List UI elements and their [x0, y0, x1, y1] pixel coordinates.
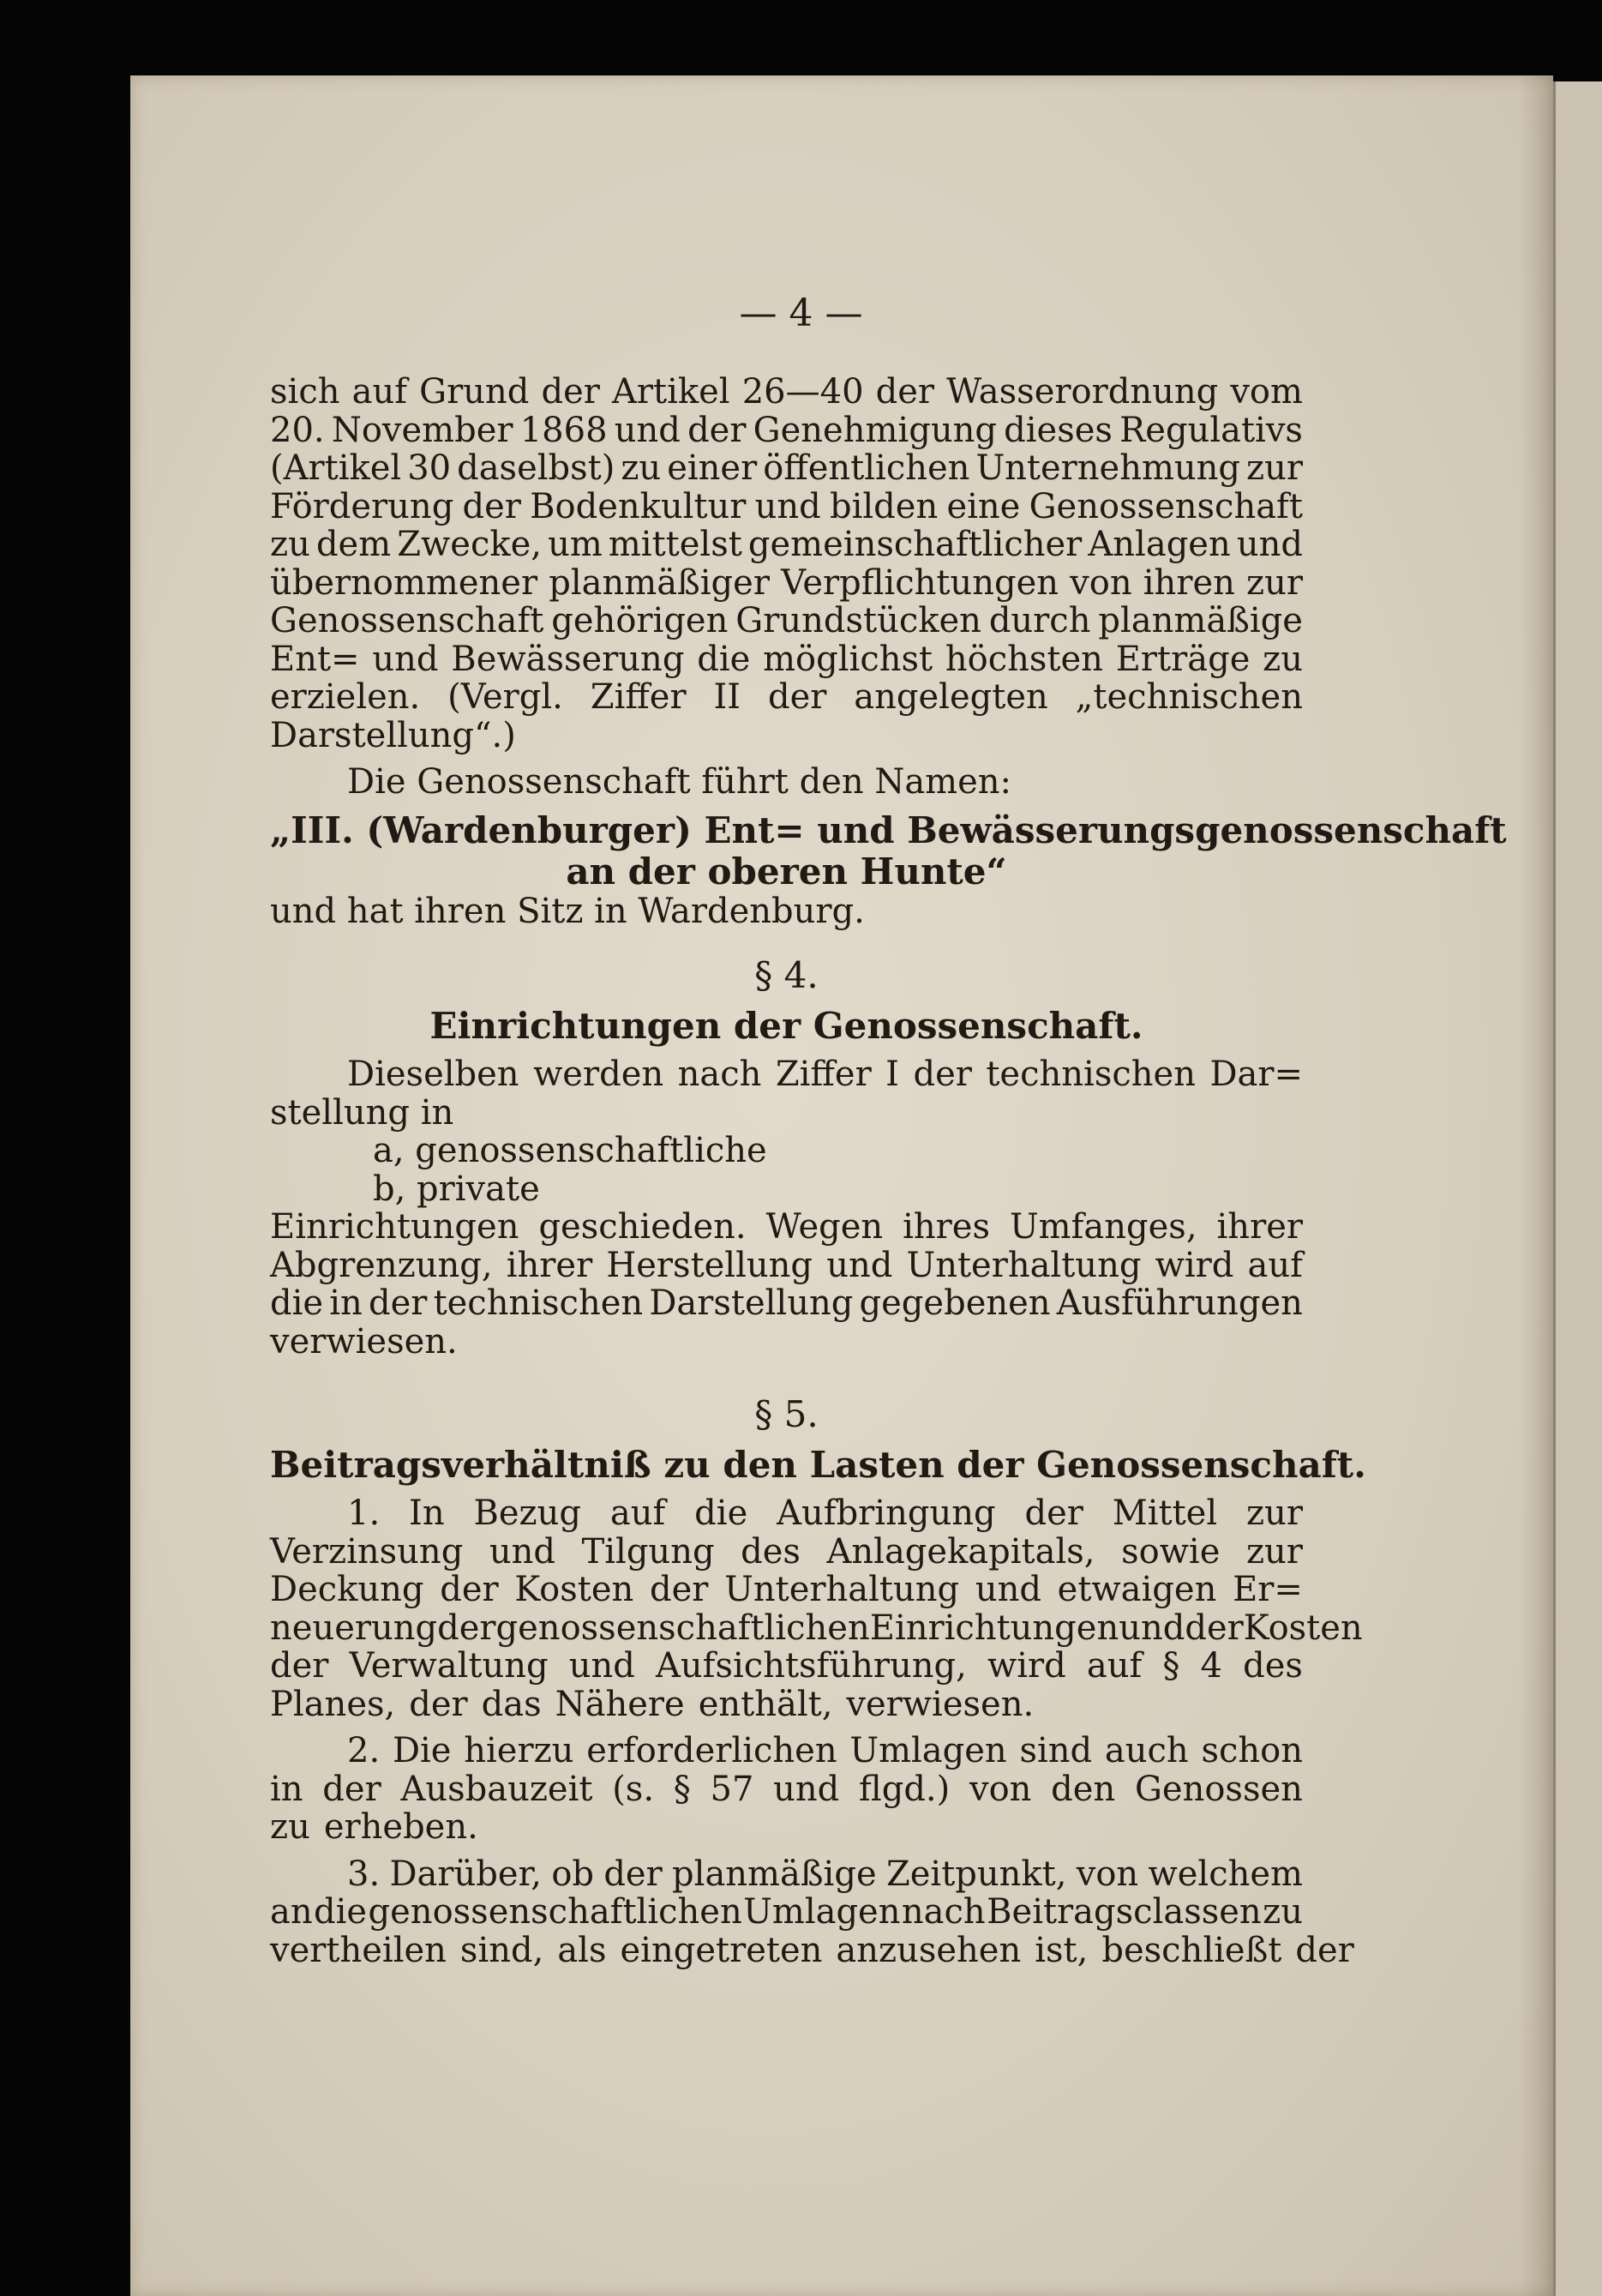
word: (s. — [612, 1769, 655, 1809]
word: 57 — [710, 1769, 754, 1809]
word: beschließt — [1101, 1930, 1282, 1970]
word: sind, — [459, 1930, 544, 1970]
word: Nähere — [555, 1684, 685, 1724]
text-line — [270, 1208, 1303, 1247]
text-line — [270, 1770, 1303, 1809]
section-4-number: § 4. — [754, 954, 819, 996]
text-line — [270, 1571, 1303, 1609]
word: und — [372, 639, 439, 679]
section-4-paragraph — [270, 1208, 1303, 1361]
word: und — [489, 1531, 555, 1572]
word: hierzu — [464, 1731, 574, 1770]
word: Genossen — [1134, 1769, 1303, 1809]
word: der — [875, 372, 935, 412]
word: planmäßige — [672, 1854, 877, 1894]
word: wird — [987, 1646, 1066, 1686]
word: Kosten — [1243, 1608, 1363, 1648]
word: die — [697, 639, 751, 679]
text-line — [270, 1808, 1303, 1847]
word: werden — [533, 1055, 664, 1094]
word: ist, — [1035, 1930, 1089, 1970]
word: der — [270, 1646, 329, 1686]
word: um — [548, 525, 603, 564]
word: auch — [1104, 1731, 1189, 1770]
word: Wasserordnung — [946, 372, 1219, 412]
word: enthält, — [698, 1684, 833, 1724]
word: der — [409, 1684, 468, 1724]
word: Mittel — [1112, 1494, 1218, 1533]
word: Umlagen — [849, 1731, 1007, 1770]
word: Umlagen — [743, 1892, 901, 1932]
word: auf — [351, 372, 408, 412]
word: Unterhaltung — [906, 1245, 1142, 1285]
word: Darstellung — [649, 1283, 854, 1323]
word: sind — [1019, 1731, 1093, 1770]
word: die — [314, 1892, 368, 1932]
word: Verzinsung — [270, 1531, 464, 1572]
word: erheben. — [323, 1807, 478, 1847]
word: der — [1295, 1930, 1354, 1970]
word: etwaigen — [1057, 1570, 1217, 1609]
word: bilden — [829, 486, 939, 526]
text-line — [270, 564, 1303, 603]
section-5-title: Beitragsverhältniß zu den Lasten der Genossenschaft. — [270, 1444, 1366, 1486]
word: zu — [1263, 639, 1303, 679]
word: (Artikel — [270, 448, 402, 488]
word: Zeitpunkt, — [885, 1854, 1067, 1894]
seat-line: und hat ihren Sitz in Wardenburg. — [270, 891, 865, 931]
facing-page-edge — [1553, 81, 1602, 2296]
word: vom — [1230, 372, 1303, 412]
word: Bezug — [473, 1494, 581, 1533]
word: technischen — [433, 1283, 644, 1323]
word: sowie — [1121, 1531, 1221, 1572]
word: Ausführungen — [1056, 1283, 1303, 1323]
word: einer — [667, 448, 758, 488]
word: ihrer — [1216, 1207, 1303, 1247]
word: angelegten — [854, 677, 1048, 717]
word: Aufbringung — [777, 1494, 996, 1533]
page-text — [270, 372, 1507, 1970]
word: genossenschaftlichen — [368, 1892, 742, 1932]
word: 4 — [1200, 1646, 1222, 1686]
word: Genehmigung — [753, 410, 997, 450]
word: zur — [1246, 1494, 1303, 1533]
section-5-paragraph-2 — [270, 1732, 1303, 1847]
word: dieses — [1004, 410, 1113, 450]
word: Tilgung — [581, 1531, 715, 1572]
word: erzielen. — [270, 677, 421, 717]
word: ihres — [903, 1207, 990, 1247]
text-line — [270, 488, 1303, 526]
word: der — [687, 410, 747, 450]
word: Aufsichtsführung, — [656, 1646, 967, 1686]
word: von — [1076, 1854, 1139, 1894]
word: 20. — [270, 410, 325, 450]
word: I — [885, 1055, 899, 1094]
word: von — [1070, 562, 1132, 603]
word: Erträge — [1115, 639, 1251, 679]
word: nach — [901, 1892, 986, 1932]
intro-paragraph — [270, 373, 1303, 754]
word: übernommener — [270, 562, 538, 603]
word: Darüber, — [389, 1854, 543, 1894]
word: der — [462, 486, 521, 526]
word: dem — [315, 525, 392, 564]
word: zur — [1245, 1531, 1303, 1572]
word: des — [1243, 1646, 1303, 1686]
word: § — [673, 1769, 691, 1809]
word: planmäßige — [1098, 601, 1303, 640]
word: Förderung — [270, 486, 454, 526]
word: Zwecke, — [397, 525, 542, 564]
word: anzusehen — [836, 1930, 1022, 1970]
name-intro-line: Die Genossenschaft führt den Namen: — [347, 762, 1012, 802]
text-line — [270, 1855, 1303, 1894]
word: (Vergl. — [447, 677, 563, 717]
word: Grund — [419, 372, 530, 412]
text-line — [270, 1608, 1363, 1648]
word: durch — [988, 601, 1091, 640]
word: zu — [1263, 1892, 1303, 1932]
word: des — [741, 1531, 801, 1572]
text-line — [270, 1647, 1303, 1686]
word: Unternehmung — [975, 448, 1241, 488]
word: auf — [609, 1494, 666, 1533]
word: Unterhaltung — [724, 1570, 960, 1609]
word: November — [331, 410, 513, 450]
word: Umfanges, — [1009, 1207, 1197, 1247]
word: der — [1185, 1608, 1244, 1648]
text-line — [270, 1494, 1303, 1533]
word: der — [440, 1570, 499, 1609]
word: II — [713, 677, 741, 717]
word: Abgrenzung, — [270, 1245, 493, 1285]
text-line — [270, 602, 1303, 640]
text-line — [270, 1893, 1303, 1932]
list-item-b: b, private — [373, 1169, 540, 1209]
word: gegebenen — [859, 1283, 1051, 1323]
word: Er= — [1233, 1570, 1303, 1609]
word: neuerung — [270, 1608, 438, 1648]
word: auf — [1247, 1245, 1303, 1285]
word: 1868 — [519, 410, 608, 450]
text-line — [270, 1686, 1303, 1724]
word: Anlagen — [1088, 525, 1231, 564]
word: Grundstücken — [735, 601, 981, 640]
word: möglichst — [763, 639, 933, 679]
word: ihren — [1143, 562, 1235, 603]
word: an — [270, 1892, 313, 1932]
text-line — [270, 717, 1303, 755]
text-line — [270, 412, 1303, 450]
word: § — [1162, 1646, 1180, 1686]
word: die — [270, 1283, 324, 1323]
word: Darstellung“.) — [270, 715, 516, 755]
word: erforderlichen — [586, 1731, 837, 1770]
section-5-paragraph-3 — [270, 1854, 1354, 1970]
word: Ausbauzeit — [400, 1769, 593, 1809]
word: das — [481, 1684, 542, 1724]
word: der — [368, 1283, 428, 1323]
word: und — [568, 1646, 635, 1686]
word: von — [969, 1769, 1032, 1809]
word: wird — [1155, 1245, 1234, 1285]
word: der — [650, 1570, 709, 1609]
word: Beitragsclassen — [987, 1892, 1262, 1932]
word: daselbst) — [457, 448, 615, 488]
word: 2. — [347, 1731, 381, 1770]
word: Genossenschaft — [270, 601, 544, 640]
word: und — [1119, 1608, 1185, 1648]
word: In — [409, 1494, 445, 1533]
word: und — [1236, 525, 1303, 564]
word: der — [913, 1055, 972, 1094]
word: und — [614, 410, 681, 450]
text-line — [270, 526, 1303, 564]
word: Anlagekapitals, — [826, 1531, 1095, 1572]
word: vertheilen — [270, 1930, 447, 1970]
page-gutter-shadow — [1519, 75, 1553, 2296]
word: Verwaltung — [349, 1646, 549, 1686]
word: verwiesen. — [846, 1684, 1035, 1724]
word: Deckung — [270, 1570, 424, 1609]
text-line — [270, 1533, 1303, 1572]
word: die — [694, 1494, 748, 1533]
text-line — [270, 1284, 1303, 1323]
word: der — [767, 677, 827, 717]
word: zu — [270, 1807, 310, 1847]
word: Kosten — [514, 1570, 634, 1609]
text-line — [270, 1247, 1303, 1285]
word: mittelst — [608, 525, 742, 564]
section-5-paragraph-1 — [270, 1494, 1363, 1724]
word: verwiesen. — [270, 1321, 458, 1361]
word: eingetreten — [620, 1930, 823, 1970]
word: Regulativs — [1119, 410, 1303, 450]
word: geschieden. — [538, 1207, 747, 1247]
word: und — [975, 1570, 1041, 1609]
word: und — [826, 1245, 893, 1285]
word: flgd.) — [859, 1769, 951, 1809]
word: als — [557, 1930, 607, 1970]
word: Genossenschaft — [1029, 486, 1303, 526]
word: zur — [1246, 562, 1303, 603]
word: den — [1051, 1769, 1116, 1809]
section-4-line-2: stellung in — [270, 1092, 454, 1133]
text-line — [270, 1732, 1303, 1770]
word: der — [1024, 1494, 1083, 1533]
text-line — [270, 449, 1303, 488]
word: nach — [677, 1055, 762, 1094]
word: Ziffer — [775, 1055, 872, 1094]
word: und — [754, 486, 821, 526]
word: genossenschaftlichen — [495, 1608, 870, 1648]
word: Einrichtungen — [869, 1608, 1119, 1648]
section-4-title: Einrichtungen der Genossenschaft. — [429, 1005, 1143, 1047]
word: Artikel — [612, 372, 730, 412]
word: Ent= — [270, 639, 360, 679]
word: Dieselben — [347, 1055, 519, 1094]
word: zu — [270, 525, 310, 564]
text-line — [270, 1930, 1354, 1970]
word: Einrichtungen — [270, 1207, 519, 1247]
word: welchem — [1148, 1854, 1303, 1894]
word: Dar= — [1209, 1055, 1303, 1094]
word: 30 — [407, 448, 452, 488]
section-5-number: § 5. — [754, 1393, 819, 1435]
word: gemeinschaftlicher — [747, 525, 1083, 564]
word: Herstellung — [606, 1245, 813, 1285]
list-item-a: a, genossenschaftliche — [373, 1131, 767, 1170]
word: 26—40 — [741, 372, 864, 412]
word: der — [603, 1854, 663, 1894]
word: sich — [270, 372, 340, 412]
word: ihrer — [506, 1245, 593, 1285]
association-name-line-2: an der oberen Hunte“ — [566, 850, 1007, 893]
word: 1. — [347, 1494, 381, 1533]
section-4-line-1 — [270, 1055, 1303, 1094]
word: Bewässerung — [451, 639, 685, 679]
text-line — [270, 373, 1303, 412]
word: Bodenkultur — [530, 486, 747, 526]
word: in — [329, 1283, 363, 1323]
text-line — [270, 678, 1303, 717]
text-line — [270, 640, 1303, 679]
page-number: — 4 — — [739, 292, 863, 335]
word: der — [541, 372, 600, 412]
word: der — [322, 1769, 381, 1809]
word: Die — [392, 1731, 452, 1770]
word: zur — [1246, 448, 1303, 488]
association-name-line-1: „III. (Wardenburger) Ent= und Bewässerungsgenossenschaft — [270, 808, 1507, 851]
word: Ziffer — [590, 677, 687, 717]
word: der — [437, 1608, 496, 1648]
word: zu — [621, 448, 662, 488]
word: höchsten — [945, 639, 1103, 679]
word: eine — [946, 486, 1021, 526]
word: Wegen — [765, 1207, 884, 1247]
word: Verpflichtungen — [781, 562, 1059, 603]
word: gehörigen — [551, 601, 729, 640]
word: öffentlichen — [763, 448, 970, 488]
word: „technischen — [1075, 677, 1303, 717]
word: technischen — [986, 1055, 1196, 1094]
word: auf — [1086, 1646, 1143, 1686]
text-line — [270, 1323, 1303, 1361]
word: ob — [551, 1854, 595, 1894]
word: Planes, — [270, 1684, 396, 1724]
word: und — [773, 1769, 840, 1809]
word: in — [270, 1769, 303, 1809]
word: schon — [1201, 1731, 1303, 1770]
word: planmäßiger — [549, 562, 770, 603]
word: 3. — [347, 1854, 381, 1894]
